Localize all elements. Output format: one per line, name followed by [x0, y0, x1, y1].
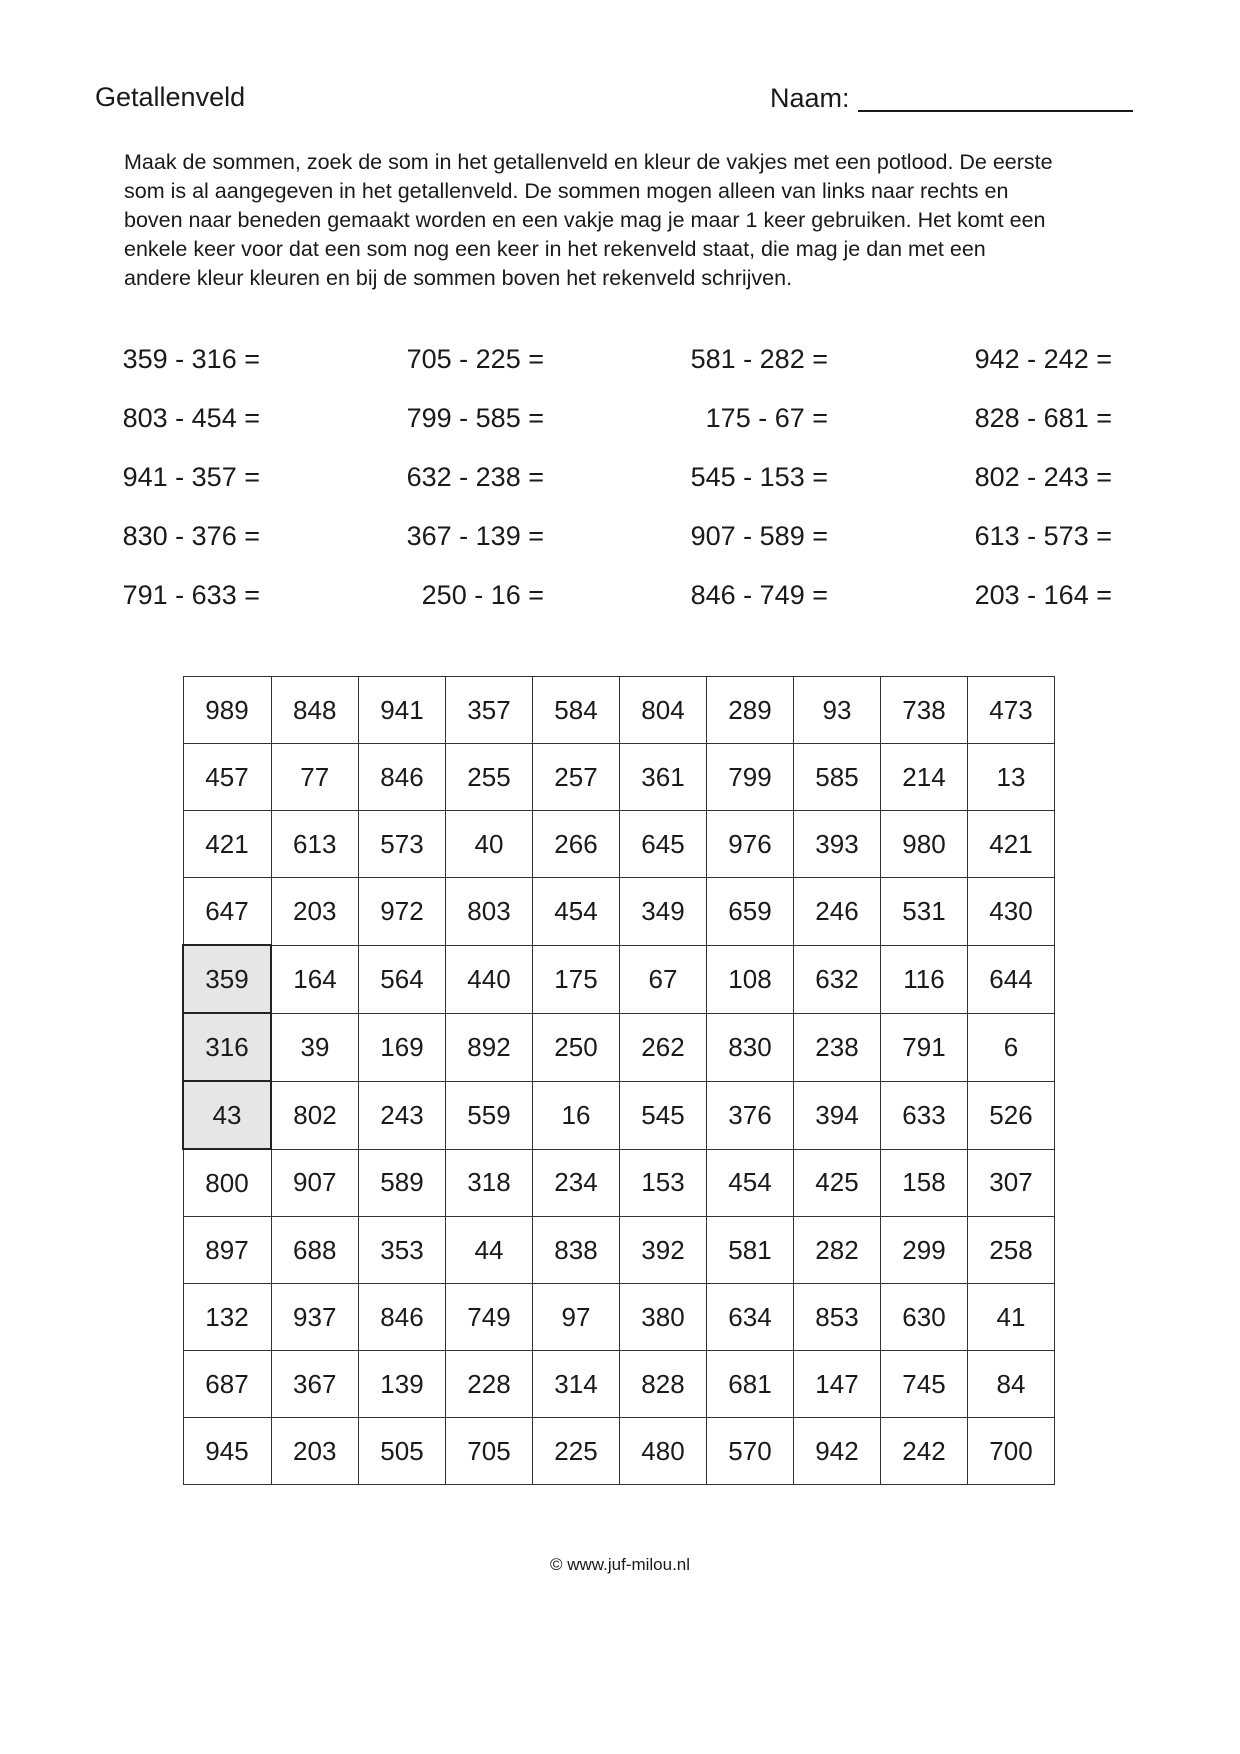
grid-row: [183, 1217, 1055, 1284]
grid-cell: 705: [446, 1418, 533, 1485]
grid-cell: 228: [446, 1351, 533, 1418]
sum-item: 250 - 16 =: [421, 580, 544, 610]
grid-cell: 942: [794, 1418, 881, 1485]
grid-cell: 262: [620, 1013, 707, 1081]
grid-cell: 647: [183, 878, 271, 946]
grid-cell: 116: [881, 945, 968, 1013]
grid-cell: 316: [183, 1013, 271, 1081]
sum-item: 581 - 282 =: [690, 344, 828, 374]
footer-credit: © www.juf-milou.nl: [549, 1555, 691, 1574]
instruction-line: andere kleur kleuren en bij de sommen boven het rekenveld schrijven.: [124, 266, 793, 290]
grid-cell: 633: [881, 1081, 968, 1149]
grid-cell: 945: [183, 1418, 271, 1485]
grid-cell: 164: [271, 945, 359, 1013]
grid-cell: 799: [707, 744, 794, 811]
grid-cell: 421: [968, 811, 1055, 878]
grid-cell: 545: [620, 1081, 707, 1149]
grid-cell: 393: [794, 811, 881, 878]
grid-cell: 454: [707, 1149, 794, 1217]
grid-row: [183, 1149, 1055, 1217]
grid-cell: 632: [794, 945, 881, 1013]
instruction-line: som is al aangegeven in het getallenveld. De sommen mogen alleen van links naar rechts en: [124, 179, 1009, 203]
grid-cell: 791: [881, 1013, 968, 1081]
grid-cell: 505: [359, 1418, 446, 1485]
grid-cell: 246: [794, 878, 881, 946]
grid-cell: 941: [359, 677, 446, 744]
grid-cell: 803: [446, 878, 533, 946]
grid-cell: 203: [271, 878, 359, 946]
grid-cell: 16: [533, 1081, 620, 1149]
grid-cell: 907: [271, 1149, 359, 1217]
sum-item: 367 - 139 =: [406, 521, 544, 551]
sum-item: 830 - 376 =: [122, 521, 260, 551]
grid-cell: 289: [707, 677, 794, 744]
sums-list: [90, 346, 1130, 641]
grid-cell: 299: [881, 1217, 968, 1284]
grid-cell: 645: [620, 811, 707, 878]
grid-row: [183, 1351, 1055, 1418]
grid-cell: 480: [620, 1418, 707, 1485]
grid-cell: 282: [794, 1217, 881, 1284]
grid-cell: 108: [707, 945, 794, 1013]
sum-item: 799 - 585 =: [406, 403, 544, 433]
grid-cell: 589: [359, 1149, 446, 1217]
grid-cell: 972: [359, 878, 446, 946]
grid-cell: 77: [271, 744, 359, 811]
grid-cell: 132: [183, 1284, 271, 1351]
sum-item: 632 - 238 =: [406, 462, 544, 492]
number-grid: [182, 676, 1055, 1485]
grid-cell: 838: [533, 1217, 620, 1284]
grid-cell: 700: [968, 1418, 1055, 1485]
grid-cell: 473: [968, 677, 1055, 744]
grid-cell: 243: [359, 1081, 446, 1149]
grid-cell: 43: [183, 1081, 271, 1149]
grid-cell: 39: [271, 1013, 359, 1081]
grid-cell: 585: [794, 744, 881, 811]
sum-item: 545 - 153 =: [690, 462, 828, 492]
grid-cell: 376: [707, 1081, 794, 1149]
grid-cell: 266: [533, 811, 620, 878]
grid-cell: 457: [183, 744, 271, 811]
grid-cell: 573: [359, 811, 446, 878]
sum-item: 791 - 633 =: [122, 580, 260, 610]
grid-cell: 828: [620, 1351, 707, 1418]
sum-item: 175 - 67 =: [705, 403, 828, 433]
grid-cell: 41: [968, 1284, 1055, 1351]
grid-cell: 147: [794, 1351, 881, 1418]
grid-cell: 84: [968, 1351, 1055, 1418]
grid-cell: 6: [968, 1013, 1055, 1081]
sum-item: 907 - 589 =: [690, 521, 828, 551]
grid-cell: 980: [881, 811, 968, 878]
grid-cell: 937: [271, 1284, 359, 1351]
grid-cell: 394: [794, 1081, 881, 1149]
grid-cell: 242: [881, 1418, 968, 1485]
grid-cell: 564: [359, 945, 446, 1013]
sum-item: 941 - 357 =: [122, 462, 260, 492]
grid-cell: 745: [881, 1351, 968, 1418]
grid-cell: 238: [794, 1013, 881, 1081]
grid-row: [183, 1284, 1055, 1351]
sum-item: 942 - 242 =: [974, 344, 1112, 374]
sum-item: 613 - 573 =: [974, 521, 1112, 551]
sum-item: 705 - 225 =: [406, 344, 544, 374]
grid-cell: 97: [533, 1284, 620, 1351]
grid-cell: 318: [446, 1149, 533, 1217]
grid-row: [183, 744, 1055, 811]
grid-cell: 250: [533, 1013, 620, 1081]
grid-row: [183, 677, 1055, 744]
grid-cell: 357: [446, 677, 533, 744]
grid-cell: 830: [707, 1013, 794, 1081]
sum-item: 203 - 164 =: [974, 580, 1112, 610]
grid-cell: 361: [620, 744, 707, 811]
grid-row: [183, 945, 1055, 1013]
grid-cell: 846: [359, 744, 446, 811]
instructions: [124, 148, 1144, 293]
grid-cell: 353: [359, 1217, 446, 1284]
sum-item: 846 - 749 =: [690, 580, 828, 610]
instruction-line: enkele keer voor dat een som nog een keer in het rekenveld staat, die mag je dan met een: [124, 237, 986, 261]
grid-cell: 749: [446, 1284, 533, 1351]
grid-cell: 392: [620, 1217, 707, 1284]
name-line: [858, 84, 1133, 112]
grid-cell: 430: [968, 878, 1055, 946]
sum-item: 802 - 243 =: [974, 462, 1112, 492]
grid-cell: 169: [359, 1013, 446, 1081]
grid-cell: 139: [359, 1351, 446, 1418]
grid-cell: 681: [707, 1351, 794, 1418]
grid-cell: 421: [183, 811, 271, 878]
grid-cell: 349: [620, 878, 707, 946]
grid-cell: 258: [968, 1217, 1055, 1284]
grid-cell: 214: [881, 744, 968, 811]
grid-cell: 846: [359, 1284, 446, 1351]
sum-item: 828 - 681 =: [974, 403, 1112, 433]
grid-cell: 67: [620, 945, 707, 1013]
grid-cell: 153: [620, 1149, 707, 1217]
name-label: Naam:: [770, 83, 850, 113]
grid-cell: 976: [707, 811, 794, 878]
grid-cell: 367: [271, 1351, 359, 1418]
grid-cell: 687: [183, 1351, 271, 1418]
grid-cell: 225: [533, 1418, 620, 1485]
grid-cell: 644: [968, 945, 1055, 1013]
worksheet-title: Getallenveld: [95, 82, 246, 112]
grid-cell: 897: [183, 1217, 271, 1284]
name-field: [770, 84, 1133, 112]
grid-cell: 13: [968, 744, 1055, 811]
grid-cell: 203: [271, 1418, 359, 1485]
sum-item: 803 - 454 =: [122, 403, 260, 433]
grid-cell: 630: [881, 1284, 968, 1351]
grid-cell: 158: [881, 1149, 968, 1217]
grid-cell: 44: [446, 1217, 533, 1284]
grid-cell: 688: [271, 1217, 359, 1284]
grid-cell: 800: [183, 1149, 271, 1217]
grid-row: [183, 1418, 1055, 1485]
grid-row: [183, 811, 1055, 878]
grid-cell: 175: [533, 945, 620, 1013]
grid-cell: 659: [707, 878, 794, 946]
sum-item: 359 - 316 =: [122, 344, 260, 374]
grid-cell: 257: [533, 744, 620, 811]
instruction-line: boven naar beneden gemaakt worden en een vakje mag je maar 1 keer gebruiken. Het komt een: [124, 208, 1046, 232]
grid-cell: 802: [271, 1081, 359, 1149]
grid-cell: 440: [446, 945, 533, 1013]
grid-cell: 584: [533, 677, 620, 744]
grid-cell: 531: [881, 878, 968, 946]
grid-cell: 93: [794, 677, 881, 744]
grid-cell: 234: [533, 1149, 620, 1217]
grid-cell: 559: [446, 1081, 533, 1149]
grid-cell: 570: [707, 1418, 794, 1485]
grid-cell: 989: [183, 677, 271, 744]
grid-cell: 892: [446, 1013, 533, 1081]
grid-cell: 359: [183, 945, 271, 1013]
grid-cell: 307: [968, 1149, 1055, 1217]
grid-row: [183, 1013, 1055, 1081]
grid-row: [183, 1081, 1055, 1149]
grid-cell: 804: [620, 677, 707, 744]
grid-cell: 526: [968, 1081, 1055, 1149]
grid-cell: 255: [446, 744, 533, 811]
grid-cell: 613: [271, 811, 359, 878]
grid-row: [183, 878, 1055, 946]
grid-cell: 581: [707, 1217, 794, 1284]
grid-cell: 848: [271, 677, 359, 744]
grid-cell: 738: [881, 677, 968, 744]
instruction-line: Maak de sommen, zoek de som in het getallenveld en kleur de vakjes met een potlood. De eerste: [124, 150, 1053, 174]
grid-cell: 314: [533, 1351, 620, 1418]
grid-cell: 853: [794, 1284, 881, 1351]
grid-cell: 40: [446, 811, 533, 878]
grid-cell: 634: [707, 1284, 794, 1351]
grid-cell: 454: [533, 878, 620, 946]
grid-cell: 380: [620, 1284, 707, 1351]
grid-cell: 425: [794, 1149, 881, 1217]
